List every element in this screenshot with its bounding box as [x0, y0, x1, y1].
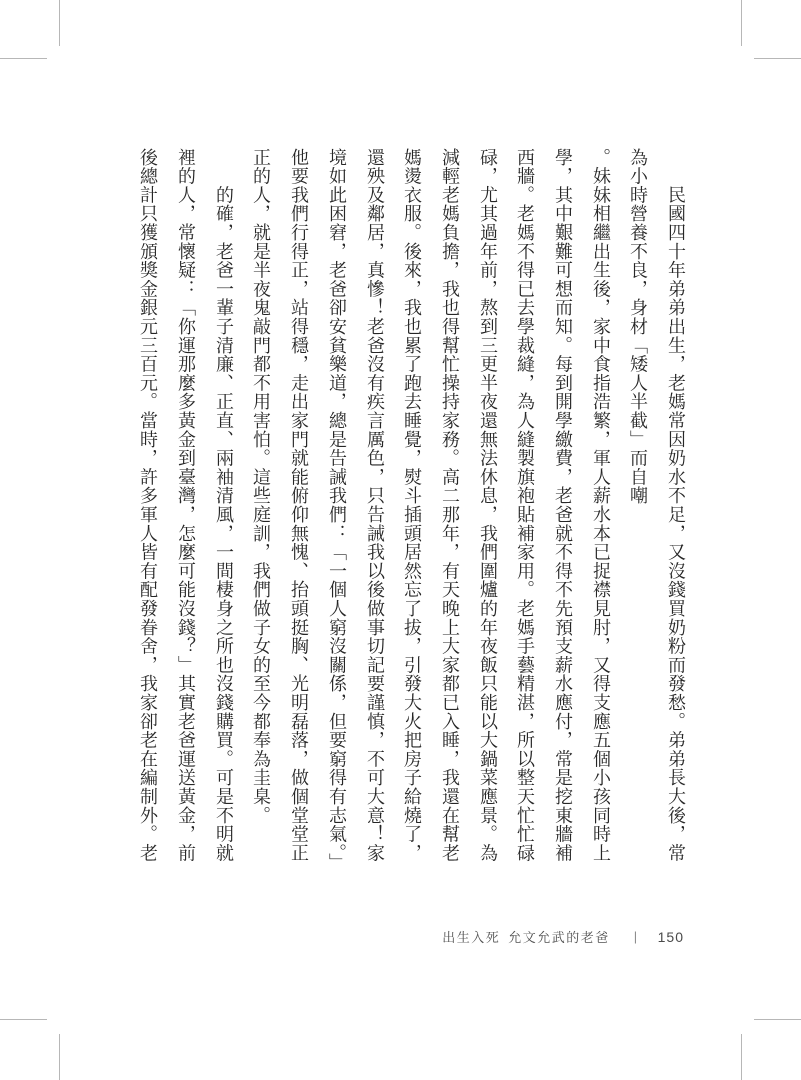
crop-mark-bottom-right-vertical — [741, 1034, 742, 1080]
text-column: 碌，尤其過年前，熬到三更半夜還無法休息，我們圍爐的年夜飯只能以大鍋菜應景。為 — [478, 148, 498, 863]
text-column: 境如此困窘，老爸卻安貧樂道，總是告誡我們：「一個人窮沒關係，但要窮得有志氣。」 — [327, 148, 347, 873]
footer-section-title: 出生入死 — [442, 930, 501, 945]
crop-mark-top-left-vertical — [59, 0, 60, 46]
text-column: 民國四十年弟弟出生，老媽常因奶水不足，又沒錢買奶粉而發愁。弟弟長大後，常 — [666, 148, 686, 863]
text-column: 正的人，就是半夜鬼敲門都不用害怕。這些庭訓，我們做子女的至今都奉為圭臬。 — [251, 148, 271, 825]
page-footer — [442, 927, 684, 946]
crop-mark-bottom-left-horizontal — [0, 1019, 47, 1020]
crop-mark-top-left-horizontal — [0, 58, 47, 59]
text-column: 他要我們行得正，站得穩，走出家門就能俯仰無愧、抬頭挺胸、光明磊落，做個堂堂正 — [289, 148, 309, 863]
text-column: 減輕老媽負擔，我也得幫忙操持家務。高二那年，有天晚上大家都已入睡，我還在幫老 — [440, 148, 460, 863]
text-column: 裡的人，常懷疑：「你運那麼多黃金到臺灣，怎麼可能沒錢？」其實老爸運送黃金，前 — [176, 148, 196, 863]
footer-separator: | — [633, 929, 639, 944]
text-column: 學，其中艱難可想而知。每到開學繳費，老爸就不得不先預支薪水應付，常是挖東牆補 — [553, 148, 573, 863]
text-column: 的確，老爸一輩子清廉、正直、兩袖清風，一間棲身之所也沒錢購買。可是不明就 — [214, 148, 234, 863]
crop-mark-bottom-right-horizontal — [754, 1019, 801, 1020]
crop-mark-top-right-vertical — [741, 0, 742, 46]
crop-mark-bottom-left-vertical — [59, 1034, 60, 1080]
text-column: 。妹妹相繼出生後，家中食指浩繁，軍人薪水本已捉襟見肘，又得支應五個小孩同時上 — [591, 148, 611, 863]
text-column: 後總計只獲頒獎金銀元三百元。當時，許多軍人皆有配發眷舍，我家卻老在編制外。老 — [138, 148, 158, 863]
text-column: 為小時營養不良，身材「矮人半截」而自嘲 — [628, 148, 648, 506]
footer-chapter-title: 允文允武的老爸 — [508, 930, 610, 945]
crop-mark-top-right-horizontal — [754, 58, 801, 59]
text-column: 還殃及鄰居，真慘！老爸沒有疾言厲色，只告誡我以後做事切記要謹慎，不可大意！家 — [365, 148, 385, 863]
page-number: 150 — [657, 928, 684, 945]
text-column: 西牆。老媽不得已去學裁縫，為人縫製旗袍貼補家用。老媽手藝精湛，所以整天忙忙碌 — [515, 148, 535, 863]
text-column: 媽燙衣服。後來，我也累了跑去睡覺，熨斗插頭居然忘了拔，引發大火把房子給燒了， — [402, 148, 422, 863]
